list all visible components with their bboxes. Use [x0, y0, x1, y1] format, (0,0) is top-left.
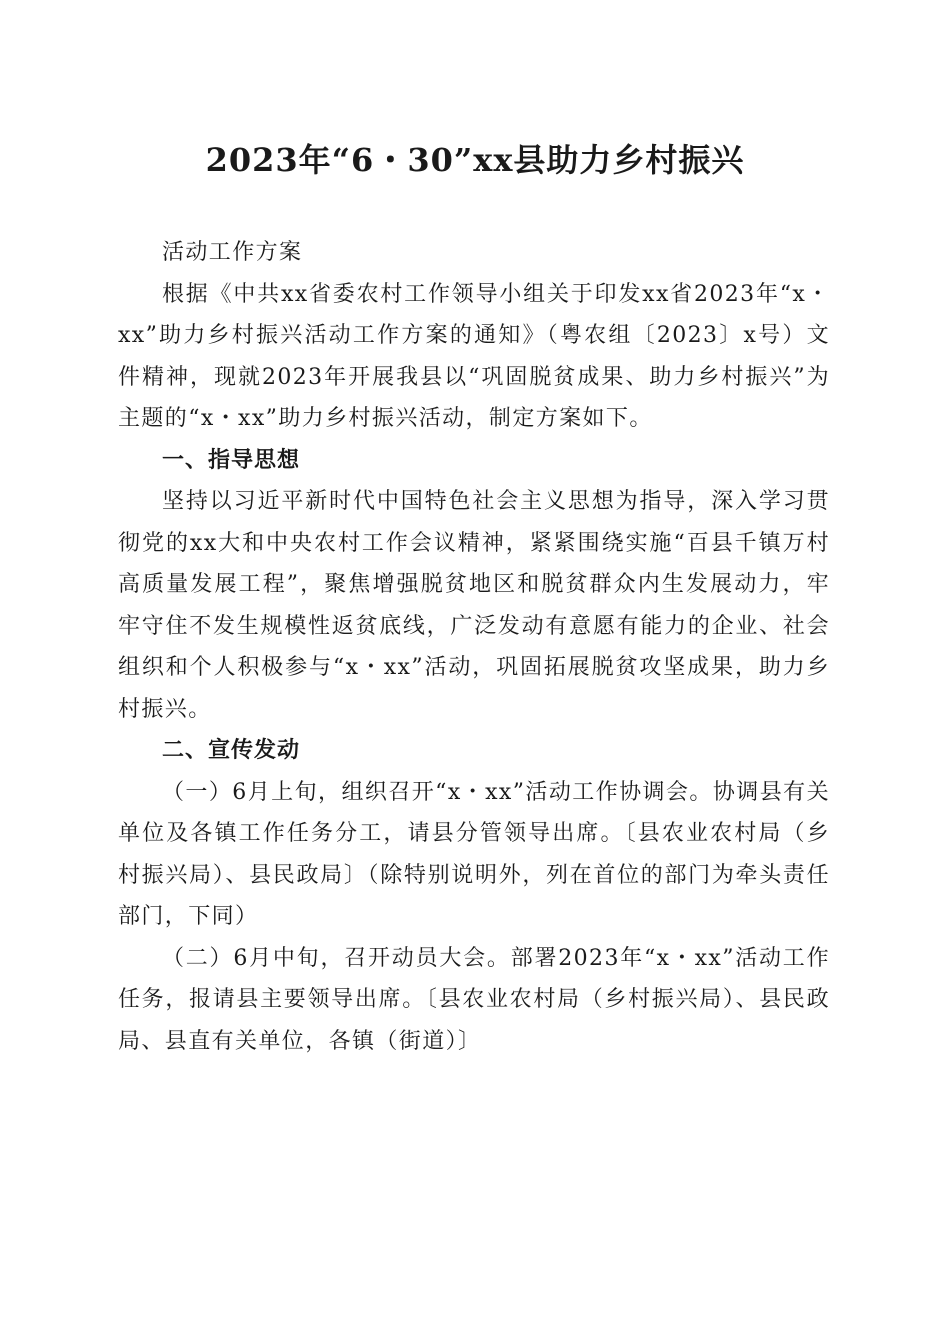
section-heading-publicity: 二、宣传发动 [162, 738, 301, 763]
publicity-item-1-paragraph: （一）6月上旬，组织召开“x・xx”活动工作协调会。协调县有关单位及各镇工作任务分工，请县分管领导出席。〔县农业农村局（乡村振兴局）、县民政局〕（除特别说明外，列在首位的部门为牵头责任部门，下同） [118, 779, 830, 929]
document-body [118, 232, 830, 1062]
subtitle-paragraph: 活动工作方案 [162, 240, 303, 265]
intro-paragraph: 根据《中共xx省委农村工作领导小组关于印发xx省2023年“x・xx”助力乡村振兴活动工作方案的通知》（粤农组〔2023〕x号）文件精神，现就2023年开展我县以“巩固脱贫成果、助力乡村振兴”为主题的“x・xx”助力乡村振兴活动，制定方案如下。 [118, 281, 830, 431]
section-heading-guiding-ideology: 一、指导思想 [162, 447, 301, 473]
guiding-ideology-paragraph: 坚持以习近平新时代中国特色社会主义思想为指导，深入学习贯彻党的xx大和中央农村工作会议精神，紧紧围绕实施“百县千镇万村高质量发展工程”，聚焦增强脱贫地区和脱贫群众内生发展动力，牢牢守住不发生规模性返贫底线，广泛发动有意愿有能力的企业、社会组织和个人积极参与“x・xx”活动，巩固拓展脱贫攻坚成果，助力乡村振兴。 [118, 489, 830, 722]
document-title: 2023年“6・30”xx县助力乡村振兴 [205, 141, 745, 179]
publicity-item-2-paragraph: （二）6月中旬，召开动员大会。部署2023年“x・xx”活动工作任务，报请县主要领导出席。〔县农业农村局（乡村振兴局）、县民政局、县直有关单位，各镇（街道）〕 [118, 945, 830, 1054]
